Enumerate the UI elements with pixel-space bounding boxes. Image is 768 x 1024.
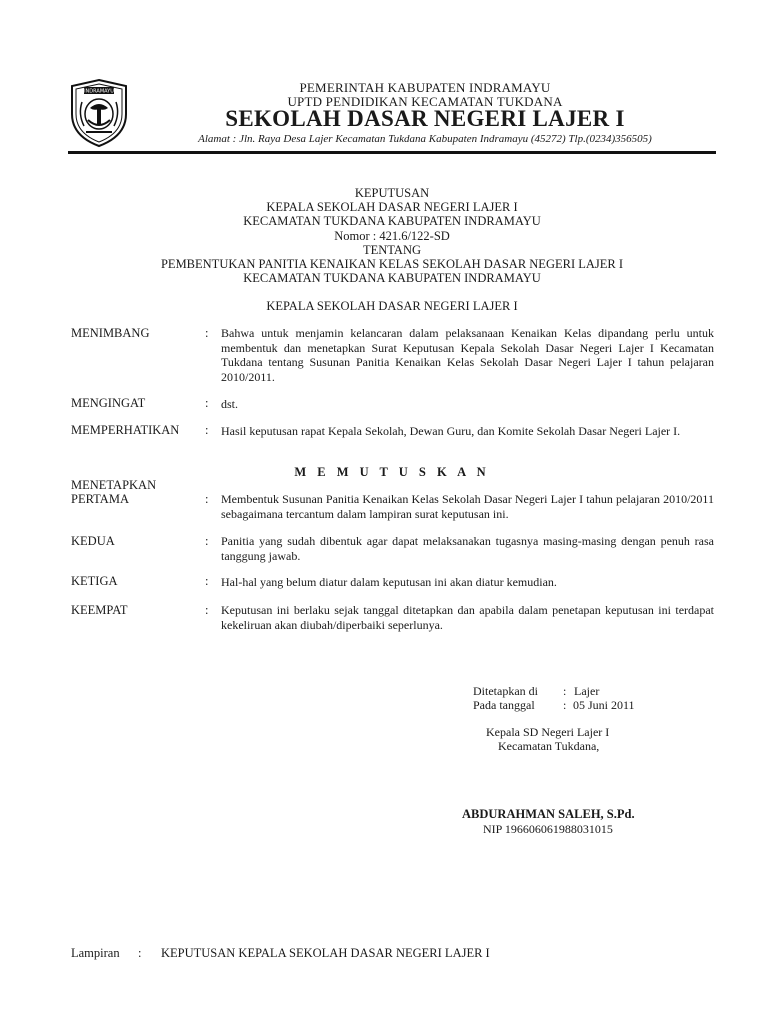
signer-nip: NIP 196606061988031015 xyxy=(483,822,613,836)
colon: : xyxy=(205,396,209,410)
menimbang-label: MENIMBANG xyxy=(71,326,150,340)
memperhatikan-text: Hasil keputusan rapat Kepala Sekolah, Dewan Guru, dan Komite Sekolah Dasar Negeri Lajer I. xyxy=(221,424,681,438)
mengingat-label: MENGINGAT xyxy=(71,396,146,410)
kedua-label: KEDUA xyxy=(71,534,115,548)
colon: : xyxy=(138,946,142,960)
colon: : xyxy=(205,534,209,548)
signer-district: Kecamatan Tukdana, xyxy=(498,739,600,753)
colon: : xyxy=(563,684,567,698)
memutuskan-heading: M E M U T U S K A N xyxy=(294,465,490,479)
mengingat-text: dst. xyxy=(221,397,239,411)
lampiran-text: KEPUTUSAN KEPALA SEKOLAH DASAR NEGERI LAJER I xyxy=(161,946,490,960)
keempat-label: KEEMPAT xyxy=(71,603,128,617)
tanggal-label: Pada tanggal xyxy=(473,698,535,712)
ditetapkan-label: Ditetapkan di xyxy=(473,684,538,698)
tanggal-value: 05 Juni 2011 xyxy=(573,698,635,712)
lampiran-label: Lampiran xyxy=(71,946,120,960)
letterhead-office: UPTD PENDIDIKAN KECAMATAN TUKDANA xyxy=(287,94,563,109)
menimbang-text: Bahwa untuk menjamin kelancaran dalam pelaksanaan Kenaikan Kelas dipandang perlu untuk membentuk dan menetapkan Surat Keputusan Kepala Sekolah Dasar Negeri Lajer I Kecamatan Tukdana tentang Susunan Panitia Kenaikan Kelas Sekolah Dasar Negeri Lajer I tahun pelajaran 2010/2011. xyxy=(221,326,714,384)
letterhead-school-name: SEKOLAH DASAR NEGERI LAJER I xyxy=(225,106,625,131)
colon: : xyxy=(205,423,209,437)
tanggal-row xyxy=(473,698,647,713)
colon: : xyxy=(205,603,209,617)
decree-authority: KEPALA SEKOLAH DASAR NEGERI LAJER I xyxy=(266,299,518,313)
colon: : xyxy=(205,492,209,506)
ketiga-text: Hal-hal yang belum diatur dalam keputusan ini akan diatur kemudian. xyxy=(221,575,557,589)
memperhatikan-label: MEMPERHATIKAN xyxy=(71,423,180,437)
signer-position: Kepala SD Negeri Lajer I xyxy=(486,725,610,739)
decree-issuer: KEPALA SEKOLAH DASAR NEGERI LAJER I xyxy=(266,200,518,214)
colon: : xyxy=(563,698,567,712)
decree-about: TENTANG xyxy=(362,243,421,257)
keempat-text: Keputusan ini berlaku sejak tanggal ditetapkan dan apabila dalam penetapan keputusan ini terdapat kekeliruan akan diubah/diperbaiki seperlunya. xyxy=(221,603,714,632)
svg-text:INDRAMAYU: INDRAMAYU xyxy=(84,88,114,95)
letterhead-divider xyxy=(68,151,716,154)
regency-emblem-icon xyxy=(68,78,130,148)
colon: : xyxy=(205,574,209,588)
signer-name: ABDURAHMAN SALEH, S.Pd. xyxy=(462,807,635,821)
menetapkan-label: MENETAPKAN xyxy=(71,478,157,492)
decree-subject-region: KECAMATAN TUKDANA KABUPATEN INDRAMAYU xyxy=(243,271,541,285)
pertama-label: PERTAMA xyxy=(71,492,129,506)
pertama-text: Membentuk Susunan Panitia Kenaikan Kelas Sekolah Dasar Negeri Lajer I tahun pelajaran 2010/2011 sebagaimana tercantum dalam lampiran surat keputusan ini. xyxy=(221,492,714,521)
kedua-text: Panitia yang sudah dibentuk agar dapat melaksanakan tugasnya masing-masing dengan penuh rasa tanggung jawab. xyxy=(221,534,714,563)
letterhead-government: PEMERINTAH KABUPATEN INDRAMAYU xyxy=(299,80,551,95)
colon: : xyxy=(205,326,209,340)
ditetapkan-value: Lajer xyxy=(574,684,600,698)
decree-region: KECAMATAN TUKDANA KABUPATEN INDRAMAYU xyxy=(243,214,541,228)
ketiga-label: KETIGA xyxy=(71,574,118,588)
letterhead-address: Alamat : Jln. Raya Desa Lajer Kecamatan Tukdana Kabupaten Indramayu (45272) Tlp.(0234)356505) xyxy=(198,133,652,145)
decree-title: KEPUTUSAN xyxy=(354,186,430,200)
decree-number: Nomor : 421.6/122-SD xyxy=(334,229,450,243)
decree-subject: PEMBENTUKAN PANITIA KENAIKAN KELAS SEKOLAH DASAR NEGERI LAJER I xyxy=(160,257,624,271)
